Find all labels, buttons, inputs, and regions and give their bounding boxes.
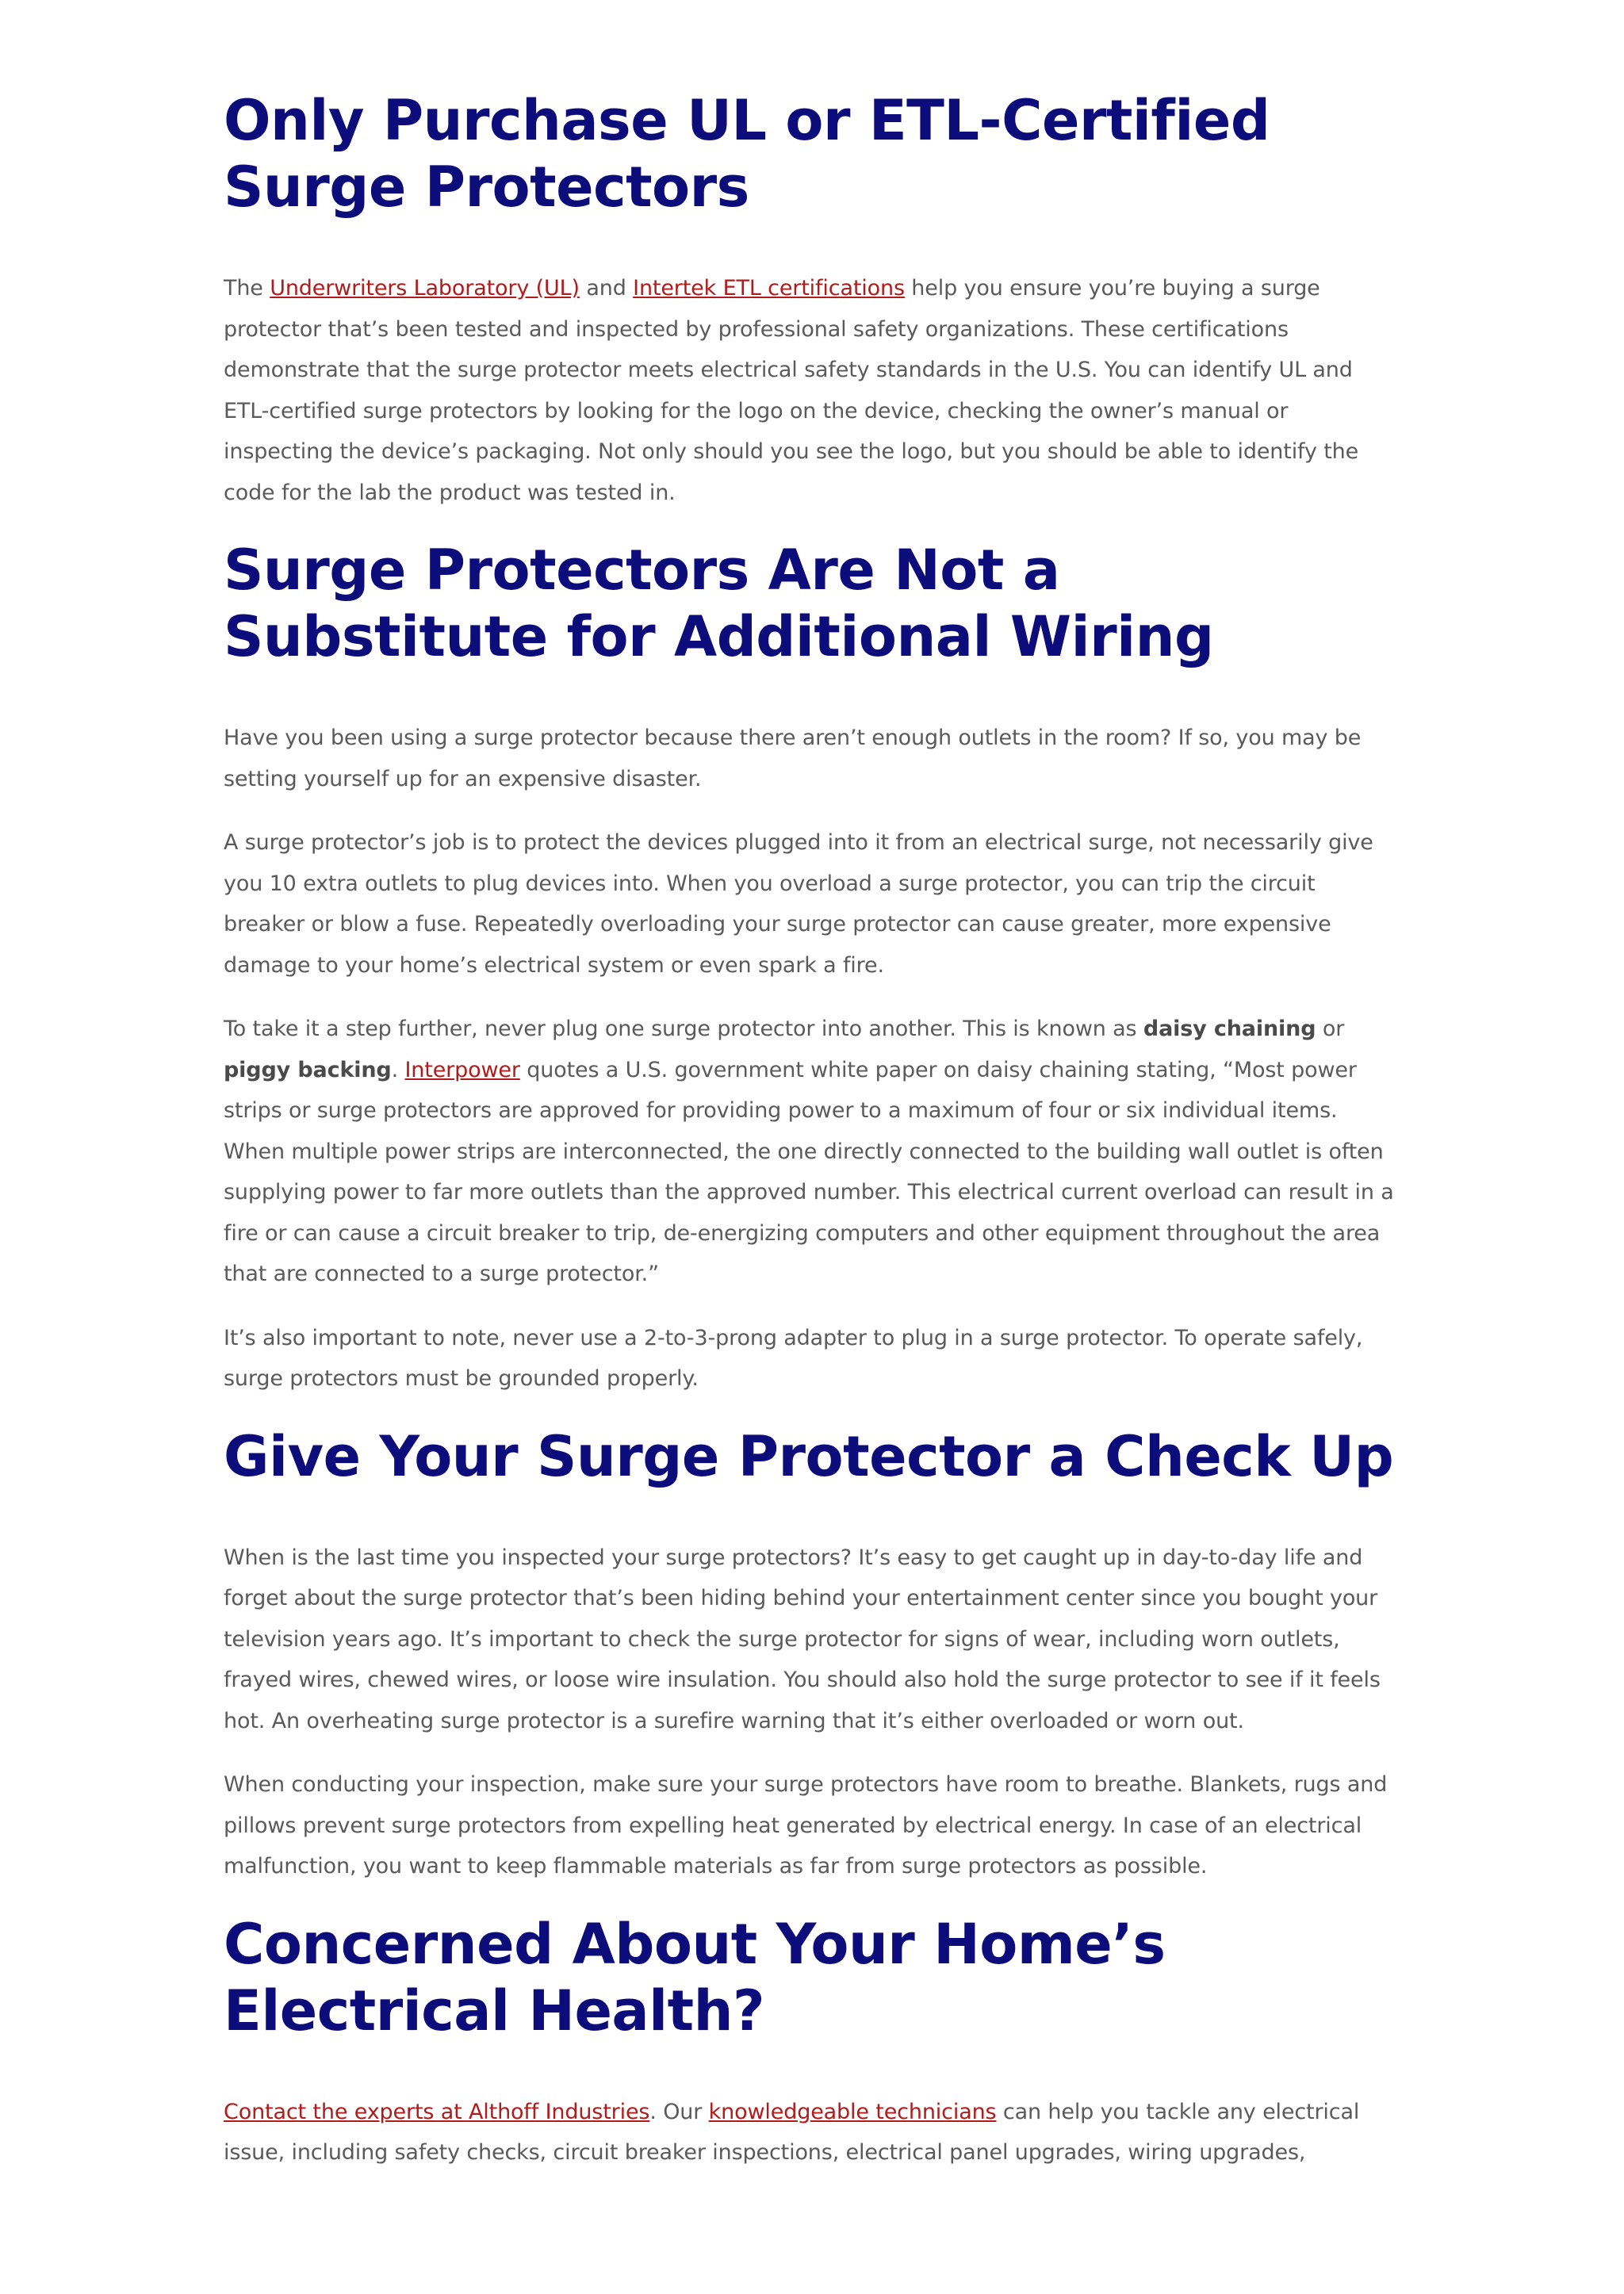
paragraph-contact	[224, 2092, 1397, 2173]
link-knowledgeable-technicians[interactable]: knowledgeable technicians	[708, 2099, 997, 2124]
text-span: and	[579, 276, 634, 301]
paragraph-overload: A surge protector’s job is to protect the devices plugged into it from an electrical surge, not necessarily give you 10 extra outlets to plug devices into. When you overload a surge protector, you can trip the circuit breaker or blow a fuse. Repeatedly overloading your surge protector can cause greater, more expensive damage to your home’s electrical system or even spark a fire.	[224, 830, 1373, 978]
paragraph-certifications	[224, 268, 1397, 513]
article-content	[224, 87, 1397, 2173]
text-span: or	[1316, 1017, 1345, 1041]
paragraph-adapter: It’s also important to note, never use a 2-to-3-prong adapter to plug in a surge protector. To operate safely, surge protectors must be grounded properly.	[224, 1325, 1363, 1391]
text-span: To take it a step further, never plug one surge protector into another. This is known as	[224, 1017, 1143, 1041]
link-underwriters-laboratory[interactable]: Underwriters Laboratory (UL)	[270, 276, 580, 301]
paragraph-outlets: Have you been using a surge protector because there aren’t enough outlets in the room? If so, you may be setting yourself up for an expensive disaster.	[224, 726, 1362, 791]
text-span: can help you tackle any electrical issue, including safety checks, circuit breaker inspections, electrical panel upgrades, wiring upgrades,	[224, 2099, 1360, 2165]
text-span: .	[391, 1057, 405, 1082]
text-span: The	[224, 276, 270, 301]
section-heading-not-substitute: Surge Protectors Are Not a Substitute for Additional Wiring	[224, 538, 1214, 669]
bold-piggy-backing: piggy backing	[224, 1057, 392, 1082]
paragraph-daisy-chaining	[224, 1009, 1397, 1295]
link-contact-althoff[interactable]: Contact the experts at Althoff Industries	[224, 2099, 650, 2124]
link-intertek-etl[interactable]: Intertek ETL certifications	[633, 276, 905, 301]
text-span: quotes a U.S. government white paper on daisy chaining stating, “Most power strips or surge protectors are approved for providing power to a maximum of four or six individual items. When multiple power strips are interconnected, the one directly connected to the building wall outlet is often supplying power to far more outlets than the approved number. This electrical current overload can result in a fire or can cause a circuit breaker to trip, de-energizing computers and other equipment throughout the area that are connected to a surge protector.”	[224, 1057, 1394, 1286]
section-heading-certified: Only Purchase UL or ETL-Certified Surge Protectors	[224, 88, 1270, 220]
section-heading-electrical-health: Concerned About Your Home’s Electrical Health?	[224, 1911, 1166, 2043]
section-heading-check-up: Give Your Surge Protector a Check Up	[224, 1423, 1394, 1489]
text-span: help you ensure you’re buying a surge protector that’s been tested and inspected by professional safety organizations. These certifications demonstrate that the surge protector meets electrical safety standards in the U.S. You can identify UL and ETL-certified surge protectors by looking for the logo on the device, checking the owner’s manual or inspecting the device’s packaging. Not only should you see the logo, but you should be able to identify the code for the lab the product was tested in.	[224, 276, 1359, 505]
paragraph-inspection: When is the last time you inspected your surge protectors? It’s easy to get caught up in day-to-day life and forget about the surge protector that’s been hiding behind your entertainment center since you bought your television years ago. It’s important to check the surge protector for signs of wear, including worn outlets, frayed wires, chewed wires, or loose wire insulation. You should also hold the surge protector to see if it feels hot. An overheating surge protector is a surefire warning that it’s either overloaded or worn out.	[224, 1545, 1381, 1733]
paragraph-room-to-breathe: When conducting your inspection, make sure your surge protectors have room to breathe. Blankets, rugs and pillows prevent surge protectors from expelling heat generated by electrical energy. In case of an electrical malfunction, you want to keep flammable materials as far from surge protectors as possible.	[224, 1772, 1388, 1878]
bold-daisy-chaining: daisy chaining	[1143, 1017, 1316, 1041]
link-interpower[interactable]: Interpower	[404, 1057, 520, 1082]
text-span: . Our	[649, 2099, 709, 2124]
